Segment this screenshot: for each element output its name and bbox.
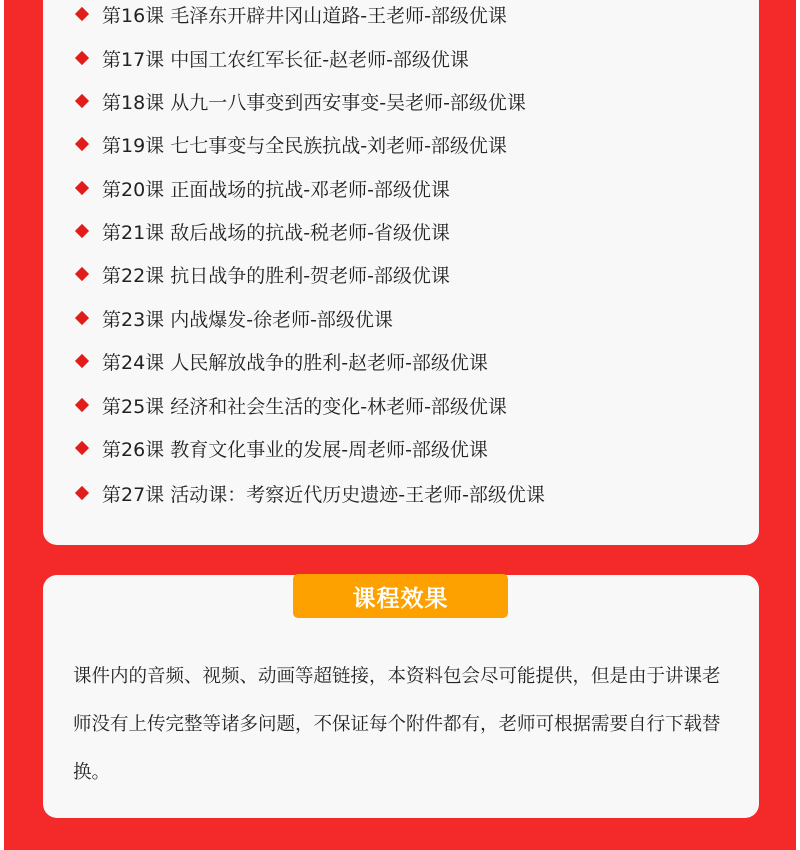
course-effect-text: 课件内的音频、视频、动画等超链接，本资料包会尽可能提供，但是由于讲课老师没有上传完整等诸多问题，不保证每个附件都有，老师可根据需要自行下载替换。 xyxy=(73,666,721,783)
lesson-title: 第25课 经济和社会生活的变化-林老师-部级优课 xyxy=(102,395,507,418)
list-item xyxy=(77,346,488,376)
course-effect-card xyxy=(43,575,759,818)
list-item xyxy=(77,216,450,246)
list-item xyxy=(77,173,450,203)
diamond-bullet-icon xyxy=(75,311,89,325)
diamond-bullet-icon xyxy=(75,7,89,21)
lesson-title: 第16课 毛泽东开辟井冈山道路-王老师-部级优课 xyxy=(102,4,507,27)
lesson-title: 第19课 七七事变与全民族抗战-刘老师-部级优课 xyxy=(102,134,507,157)
diamond-bullet-icon xyxy=(75,181,89,195)
list-item xyxy=(77,259,450,289)
lesson-title: 第20课 正面战场的抗战-邓老师-部级优课 xyxy=(102,178,450,201)
course-effect-title: 课程效果 xyxy=(293,574,508,618)
diamond-bullet-icon xyxy=(75,398,89,412)
list-item xyxy=(77,433,488,463)
list-item xyxy=(77,390,507,420)
list-item xyxy=(77,303,393,333)
diamond-bullet-icon xyxy=(75,224,89,238)
lesson-title: 第18课 从九一八事变到西安事变-吴老师-部级优课 xyxy=(102,91,526,114)
list-item xyxy=(77,86,526,116)
list-item xyxy=(77,129,507,159)
lesson-title: 第27课 活动课：考察近代历史遗迹-王老师-部级优课 xyxy=(102,483,545,506)
lesson-title: 第22课 抗日战争的胜利-贺老师-部级优课 xyxy=(102,264,450,287)
diamond-bullet-icon xyxy=(75,137,89,151)
list-item xyxy=(77,43,469,73)
diamond-bullet-icon xyxy=(75,51,89,65)
lesson-title: 第24课 人民解放战争的胜利-赵老师-部级优课 xyxy=(102,351,488,374)
diamond-bullet-icon xyxy=(75,267,89,281)
lesson-title: 第23课 内战爆发-徐老师-部级优课 xyxy=(102,308,393,331)
diamond-bullet-icon xyxy=(75,486,89,500)
lesson-list-card xyxy=(43,0,759,545)
lesson-title: 第21课 敌后战场的抗战-税老师-省级优课 xyxy=(102,221,450,244)
diamond-bullet-icon xyxy=(75,94,89,108)
page-background xyxy=(4,0,796,850)
diamond-bullet-icon xyxy=(75,441,89,455)
list-item xyxy=(77,0,507,29)
list-item xyxy=(77,478,545,508)
lesson-title: 第26课 教育文化事业的发展-周老师-部级优课 xyxy=(102,438,488,461)
diamond-bullet-icon xyxy=(75,354,89,368)
lesson-title: 第17课 中国工农红军长征-赵老师-部级优课 xyxy=(102,48,469,71)
